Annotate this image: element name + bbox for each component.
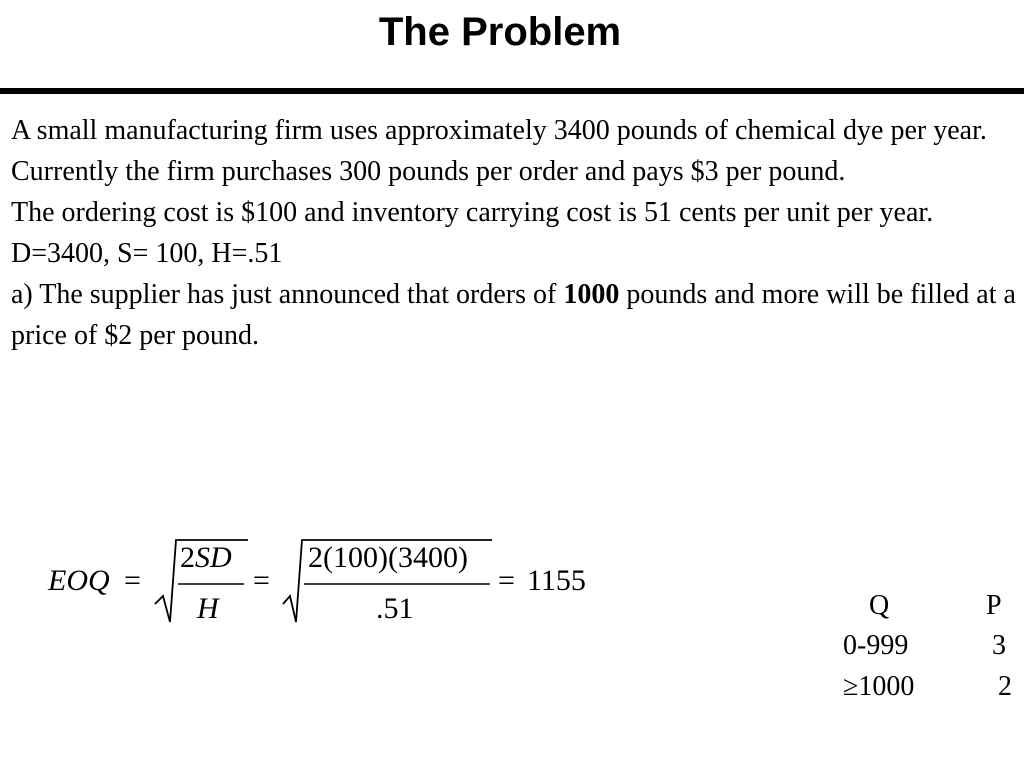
table-header-price: P [986,590,1002,621]
equals-sign-3: = [498,564,515,597]
fraction1-denominator: H [197,592,219,625]
table-cell-price-row2: 2 [998,671,1012,702]
table-cell-quantity-row1: 0-999 [843,630,909,661]
question-a-bold-quantity: 1000 [563,279,620,310]
equals-sign-1: = [124,564,141,597]
paragraph-costs: The ordering cost is $100 and inventory carrying cost is 51 cents per unit per year. [11,197,934,228]
question-a-text-end: pounds and more will be filled at a price of $2 per pound. [11,279,1016,351]
question-a-text-start: a) The supplier has just announced that orders of [11,279,564,310]
fraction2-numerator: 2(100)(3400) [308,541,468,574]
table-header-quantity: Q [869,590,890,621]
numerator-coefficient: 2 [180,541,195,574]
paragraph-variables: D=3400, S= 100, H=.51 [11,238,283,269]
eoq-label: EOQ [48,564,110,597]
table-cell-quantity-row2: ≥1000 [843,671,915,702]
fraction1-numerator [180,543,232,573]
equals-sign-2: = [253,564,270,597]
table-cell-price-row1: 3 [992,630,1006,661]
slide-title: The Problem [378,10,622,54]
paragraph-firm-usage: A small manufacturing firm uses approximately 3400 pounds of chemical dye per year. Currently the firm purchases 300 pounds per order and pays $3 per pound. [11,115,987,187]
fraction2-denominator: .51 [376,592,414,625]
eoq-result: 1155 [527,564,586,597]
numerator-variables: SD [195,541,232,574]
